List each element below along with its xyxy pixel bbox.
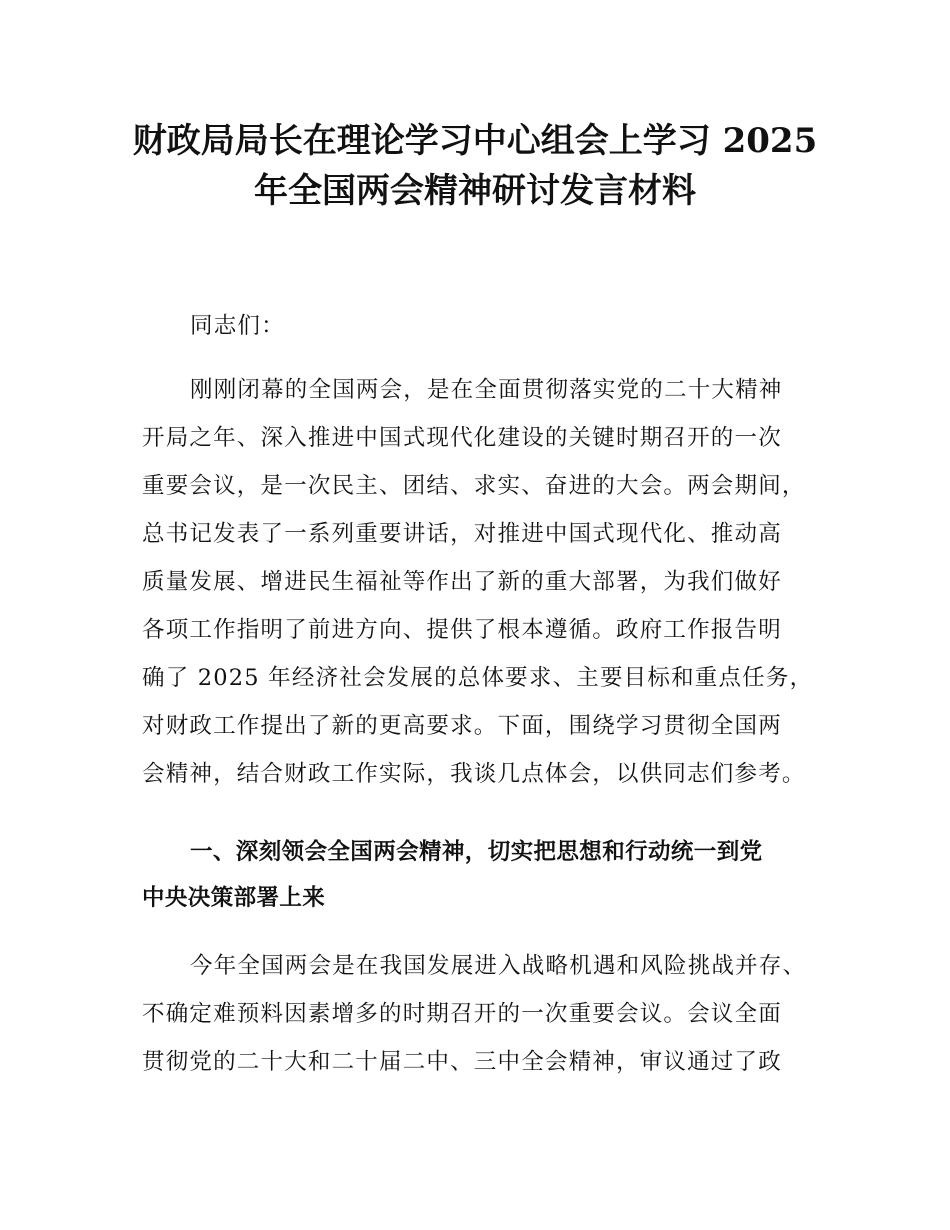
paragraph-1-line: 各项工作指明了前进方向、提供了根本遵循。政府工作报告明 — [142, 617, 782, 643]
paragraph-1-line: 开局之年、深入推进中国式现代化建设的关键时期召开的一次 — [142, 425, 782, 451]
section-heading-1-line-2: 中央决策部署上来 — [142, 885, 326, 911]
paragraph-1-line: 质量发展、增进民生福祉等作出了新的重大部署，为我们做好 — [142, 569, 782, 595]
salutation: 同志们： — [190, 313, 285, 339]
section-heading-1-line-1: 一、深刻领会全国两会精神，切实把思想和行动统一到党 — [190, 839, 763, 865]
paragraph-2-line: 今年全国两会是在我国发展进入战略机遇和风险挑战并存、 — [190, 953, 807, 979]
paragraph-1-line: 重要会议，是一次民主、团结、求实、奋进的大会。两会期间， — [142, 473, 806, 499]
paragraph-2-line: 贯彻党的二十大和二十届二中、三中全会精神，审议通过了政 — [142, 1049, 782, 1075]
paragraph-1-line: 会精神，结合财政工作实际，我谈几点体会，以供同志们参考。 — [142, 761, 806, 787]
paragraph-1-line: 对财政工作提出了新的更高要求。下面，围绕学习贯彻全国两 — [142, 713, 782, 739]
document-title-line-1: 财政局局长在理论学习中心组会上学习 2025 — [132, 121, 818, 161]
paragraph-1-line: 总书记发表了一系列重要讲话，对推进中国式现代化、推动高 — [142, 521, 782, 547]
paragraph-2-line: 不确定难预料因素增多的时期召开的一次重要会议。会议全面 — [142, 1001, 782, 1027]
document-title-line-2: 年全国两会精神研讨发言材料 — [254, 171, 696, 211]
paragraph-1-line: 刚刚闭幕的全国两会，是在全面贯彻落实党的二十大精神 — [190, 377, 783, 403]
paragraph-1-line: 确了 2025 年经济社会发展的总体要求、主要目标和重点任务， — [142, 665, 814, 691]
